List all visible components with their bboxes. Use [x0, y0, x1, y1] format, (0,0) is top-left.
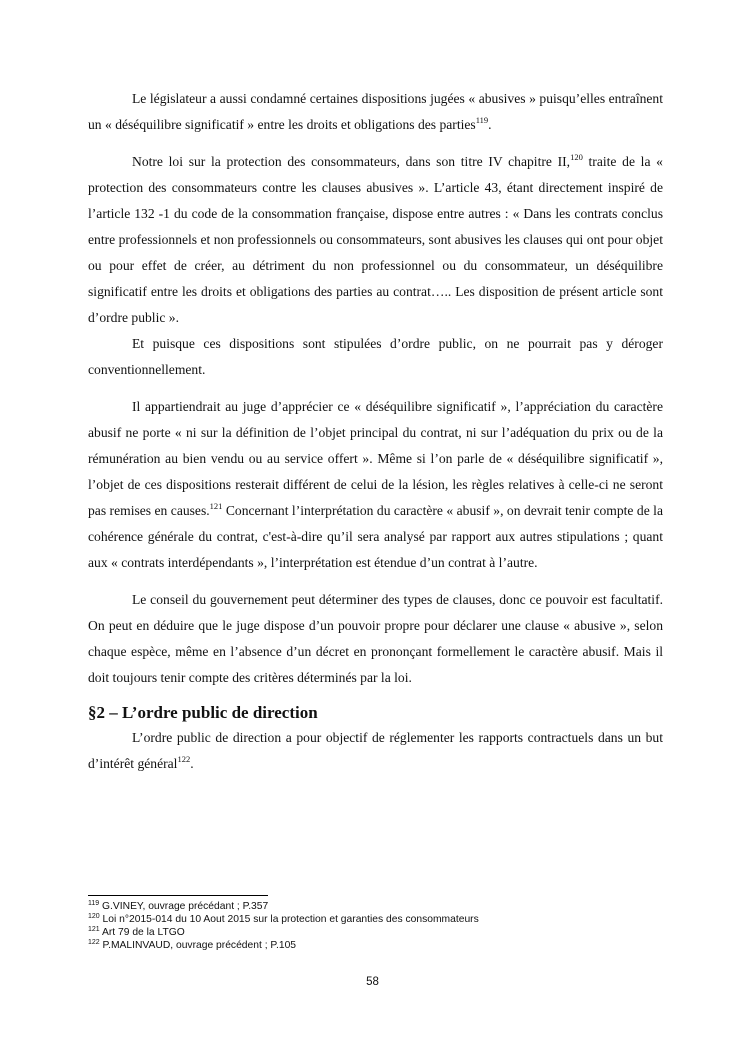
paragraph-2	[88, 149, 663, 331]
section-heading: §2 – L’ordre public de direction	[88, 703, 318, 722]
footnote-number: 119	[88, 900, 100, 907]
paragraph-5-text: Le conseil du gouvernement peut déterminer des types de clauses, donc ce pouvoir est facultatif. On peut en déduire que le juge dispose d’un pouvoir propre pour déclarer une clause « abusive », selon chaque espèce, même en l’absence d’un décret en prononçant formellement le caractère abusif. Mais il doit toujours tenir compte des critères déterminés par la loi.	[88, 592, 663, 685]
paragraph-3	[88, 331, 663, 383]
footnote-119	[88, 900, 663, 913]
footnote-121	[88, 926, 663, 939]
footnote-ref-120[interactable]: 120	[570, 152, 583, 162]
paragraph-6-end: .	[190, 756, 194, 771]
footnote-number: 121	[88, 926, 100, 933]
paragraph-4-text: Il appartiendrait au juge d’apprécier ce « déséquilibre significatif », l’appréciation du caractère abusif ne porte « ni sur la définition de l’objet principal du contrat, ni sur l’adéquation du prix ou de la rémunération au bien vendu ou au service offert ». Même si l’on parle de « déséquilibre significatif », l’objet de ces dispositions resterait différent de celui de la lésion, les règles relatives à celle-ci ne seront pas remises en causes.	[88, 399, 663, 518]
footnote-text: G.VINEY, ouvrage précédant ; P.357	[99, 901, 269, 912]
paragraph-2-rest: traite de la « protection des consommateurs contre les clauses abusives ». L’article 43, étant directement inspiré de l’article 132 -1 du code de la consommation française, dispose entre autres : « Dans les contrats conclus entre professionnels et non professionnels ou consommateurs, sont abusives les clauses qui ont pour objet ou pour effet de créer, au détriment du non professionnel ou du consommateur, un déséquilibre significatif entre les droits et obligations des parties au contrat….. Les disposition de présent article sont d’ordre public ».	[88, 154, 663, 325]
paragraph-2-text: Notre loi sur la protection des consommateurs, dans son titre IV chapitre II,	[132, 154, 571, 169]
paragraph-4-rest: Concernant l’interprétation du caractère « abusif », on devrait tenir compte de la cohérence générale du contrat, c'est-à-dire qu’il sera analysé par rapport aux autres stipulations ; quant aux « contrats interdépendants », l’interprétation est étendue d’un contrat à l’autre.	[88, 503, 663, 570]
footnote-number: 120	[88, 913, 100, 920]
paragraph-1	[88, 86, 663, 138]
paragraph-5	[88, 587, 663, 691]
paragraph-6-text: L’ordre public de direction a pour objectif de réglementer les rapports contractuels dans un but d’intérêt général	[88, 730, 663, 771]
footnote-122	[88, 939, 663, 952]
footnote-text: P.MALINVAUD, ouvrage précédent ; P.105	[99, 940, 297, 951]
footnote-ref-122[interactable]: 122	[177, 754, 191, 764]
paragraph-3-text: Et puisque ces dispositions sont stipulées d’ordre public, on ne pourrait pas y déroger conventionnellement.	[88, 336, 663, 377]
paragraph-6	[88, 725, 663, 777]
footnote-text: Art 79 de la LTGO	[99, 927, 185, 938]
paragraph-1-text: Le législateur a aussi condamné certaines dispositions jugées « abusives » puisqu’elles entraînent un « déséquilibre significatif » entre les droits et obligations des parties	[88, 91, 663, 132]
footnotes	[88, 895, 663, 952]
footnote-ref-119[interactable]: 119	[475, 115, 489, 125]
paragraph-4	[88, 394, 663, 576]
footnote-number: 122	[88, 939, 100, 946]
footnote-120	[88, 913, 663, 926]
page-number: 58	[366, 976, 379, 988]
body-text	[88, 86, 663, 777]
footnote-text: Loi n°2015-014 du 10 Aout 2015 sur la protection et garanties des consommateurs	[99, 914, 479, 925]
footnote-separator	[88, 895, 268, 896]
paragraph-1-end: .	[488, 117, 492, 132]
footnote-ref-121[interactable]: 121	[209, 501, 223, 511]
